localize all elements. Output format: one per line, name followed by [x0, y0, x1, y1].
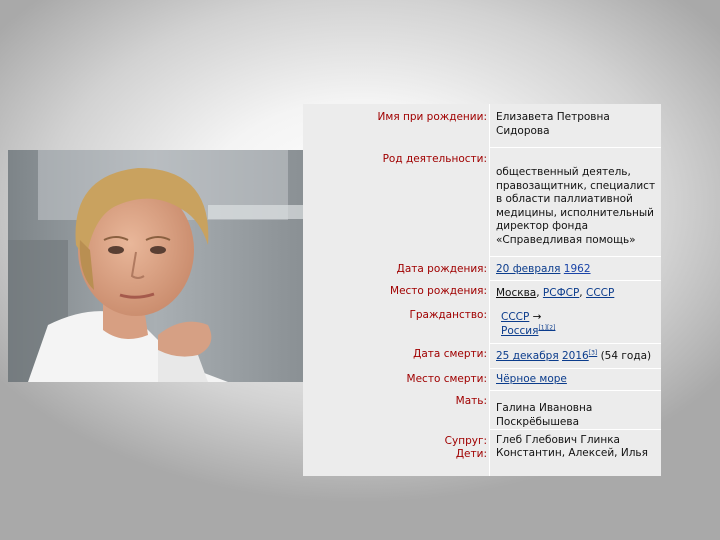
row-divider — [490, 368, 661, 369]
row-divider — [490, 390, 661, 391]
value-citizenship — [501, 311, 661, 338]
link-birth-day[interactable]: 20 февраля — [496, 263, 561, 275]
age-at-death: (54 года) — [600, 350, 652, 362]
value-children: Константин, Алексей, Илья — [496, 447, 648, 459]
ref-death-date[interactable]: [3] — [588, 349, 598, 357]
link-death-year[interactable]: 2016 — [562, 350, 589, 362]
comma: , — [536, 287, 540, 299]
label-death-place: Место смерти: — [406, 373, 487, 385]
ref-citizenship[interactable]: [1][2] — [538, 324, 556, 331]
arrow-glyph: → — [532, 311, 542, 323]
comma: , — [579, 287, 583, 299]
value-birth-place — [496, 287, 656, 301]
link-birth-city[interactable]: Москва — [496, 287, 537, 299]
value-birth-name: Елизавета Петровна Сидорова — [496, 111, 610, 137]
label-birth-place: Место рождения: — [390, 285, 487, 297]
label-birth-date: Дата рождения: — [396, 263, 487, 275]
label-children: Дети: — [455, 448, 487, 460]
link-birth-year[interactable]: 1962 — [563, 263, 591, 275]
link-birth-region[interactable]: РСФСР — [542, 287, 580, 299]
value-death-date — [496, 350, 656, 364]
label-death-date: Дата смерти: — [413, 348, 487, 360]
value-occupation: общественный деятель, правозащитник, специалист в области паллиативной медицины, исполнительный директор фонда «Справедливая помощь» — [496, 166, 656, 246]
row-divider — [490, 147, 661, 148]
value-spouse: Глеб Глебович Глинка — [496, 434, 620, 446]
row-divider — [490, 280, 661, 281]
link-death-day[interactable]: 25 декабря — [496, 350, 559, 362]
row-divider — [490, 429, 661, 430]
link-citizenship-first[interactable]: СССР — [501, 311, 530, 323]
infobox-table — [303, 104, 661, 476]
value-birth-date — [496, 263, 656, 277]
label-citizenship: Гражданство: — [409, 309, 487, 321]
link-citizenship-second[interactable]: Россия — [501, 324, 539, 337]
label-spouse: Супруг: — [444, 435, 487, 447]
label-birth-name: Имя при рождении: — [377, 111, 487, 123]
link-death-place[interactable]: Чёрное море — [496, 373, 567, 385]
label-occupation: Род деятельности: — [382, 153, 487, 165]
label-mother: Мать: — [455, 395, 487, 407]
value-death-place — [496, 373, 656, 387]
row-divider — [490, 256, 661, 257]
portrait-illustration — [8, 150, 303, 382]
column-divider — [489, 104, 490, 476]
link-birth-country[interactable]: СССР — [585, 287, 615, 299]
row-divider — [490, 343, 661, 344]
portrait-photo — [8, 150, 303, 382]
value-mother: Галина Ивановна Поскрёбышева — [496, 402, 593, 428]
